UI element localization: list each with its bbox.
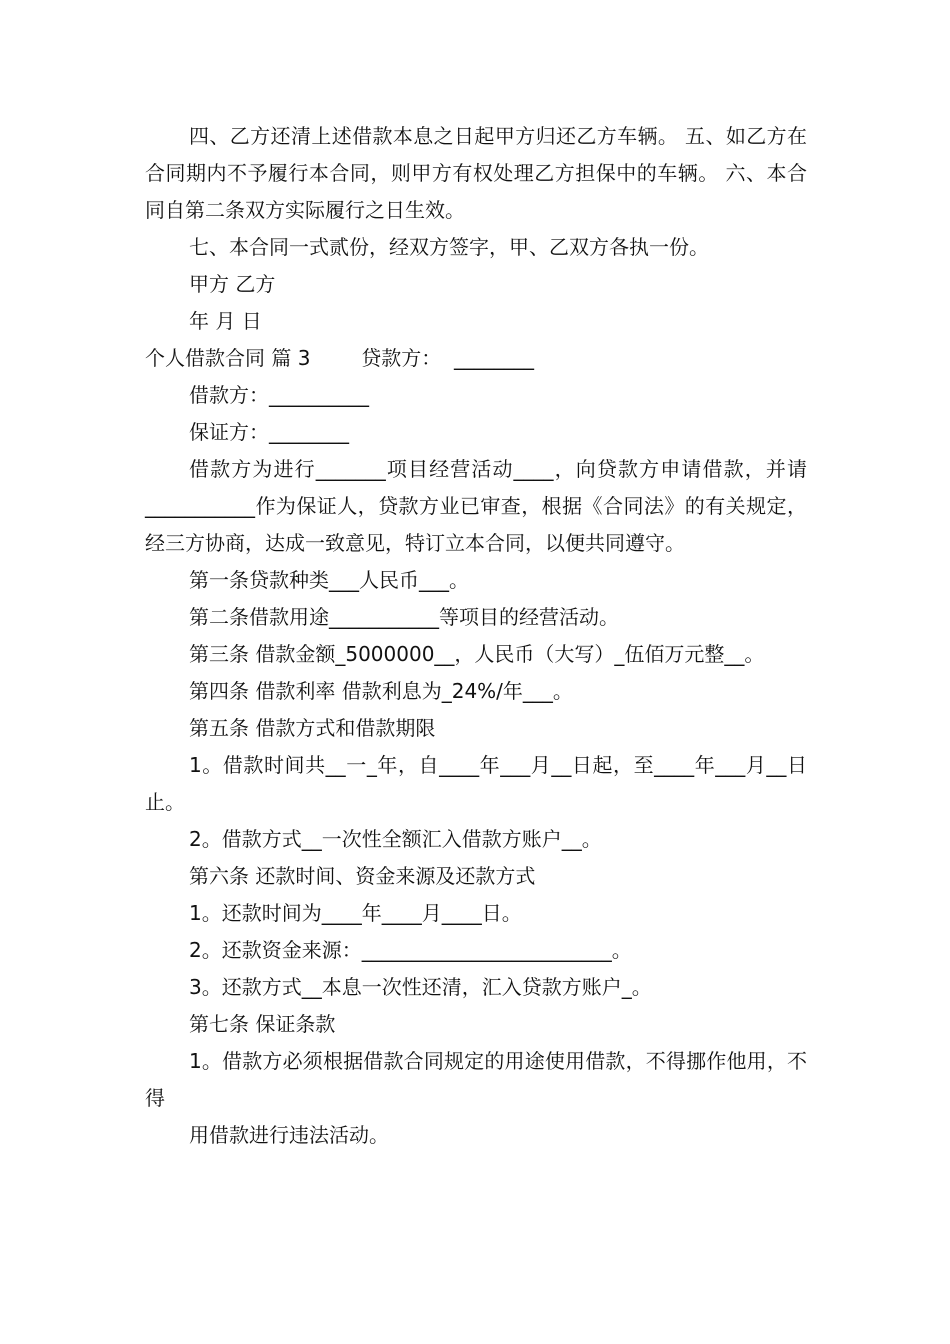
article-6-item-1: 1。还款时间为____年____月____日。 bbox=[189, 901, 522, 925]
article-5-item-1: 1。借款时间共__一_年，自____年___月__日起，至____年___月__日止。 bbox=[145, 753, 807, 814]
preamble: 借款方为进行_______项目经营活动____，向贷款方申请借款，并请___________作为保证人，贷款方业已审查，根据《合同法》的有关规定，经三方协商，达成一致意见，特订立本合同，以便共同遵守。 bbox=[145, 457, 807, 555]
contract-body bbox=[145, 118, 807, 1154]
article-2: 第二条借款用途___________等项目的经营活动。 bbox=[189, 605, 619, 629]
clause-4-5-6: 四、乙方还清上述借款本息之日起甲方归还乙方车辆。 五、如乙方在合同期内不予履行本合同，则甲方有权处理乙方担保中的车辆。 六、本合同自第二条双方实际履行之日生效。 bbox=[145, 124, 807, 222]
borrower-line: 借款方：__________ bbox=[189, 383, 369, 407]
article-4: 第四条 借款利率 借款利息为_24%/年___。 bbox=[189, 679, 573, 703]
article-7-heading: 第七条 保证条款 bbox=[189, 1012, 336, 1036]
article-7-item-1: 1。借款方必须根据借款合同规定的用途使用借款，不得挪作他用，不得 bbox=[145, 1049, 807, 1110]
article-1: 第一条贷款种类___人民币___。 bbox=[189, 568, 469, 592]
article-6-item-2: 2。还款资金来源：_________________________。 bbox=[189, 938, 632, 962]
article-6-heading: 第六条 还款时间、资金来源及还款方式 bbox=[189, 864, 536, 888]
signature-parties: 甲方 乙方 bbox=[189, 272, 276, 296]
signature-date: 年 月 日 bbox=[189, 309, 262, 333]
article-7-item-1-continued: 用借款进行违法活动。 bbox=[189, 1123, 389, 1147]
contract-3-heading: 个人借款合同 篇 3 贷款方： ________ bbox=[145, 346, 535, 370]
article-6-item-3: 3。还款方式__本息一次性还清，汇入贷款方账户_。 bbox=[189, 975, 652, 999]
article-5-heading: 第五条 借款方式和借款期限 bbox=[189, 716, 436, 740]
clause-7: 七、本合同一式贰份，经双方签字，甲、乙双方各执一份。 bbox=[189, 235, 709, 259]
article-3: 第三条 借款金额_5000000__，人民币（大写）_伍佰万元整__。 bbox=[189, 642, 765, 666]
guarantor-line: 保证方：________ bbox=[189, 420, 349, 444]
article-5-item-2: 2。借款方式__一次性全额汇入借款方账户__。 bbox=[189, 827, 602, 851]
